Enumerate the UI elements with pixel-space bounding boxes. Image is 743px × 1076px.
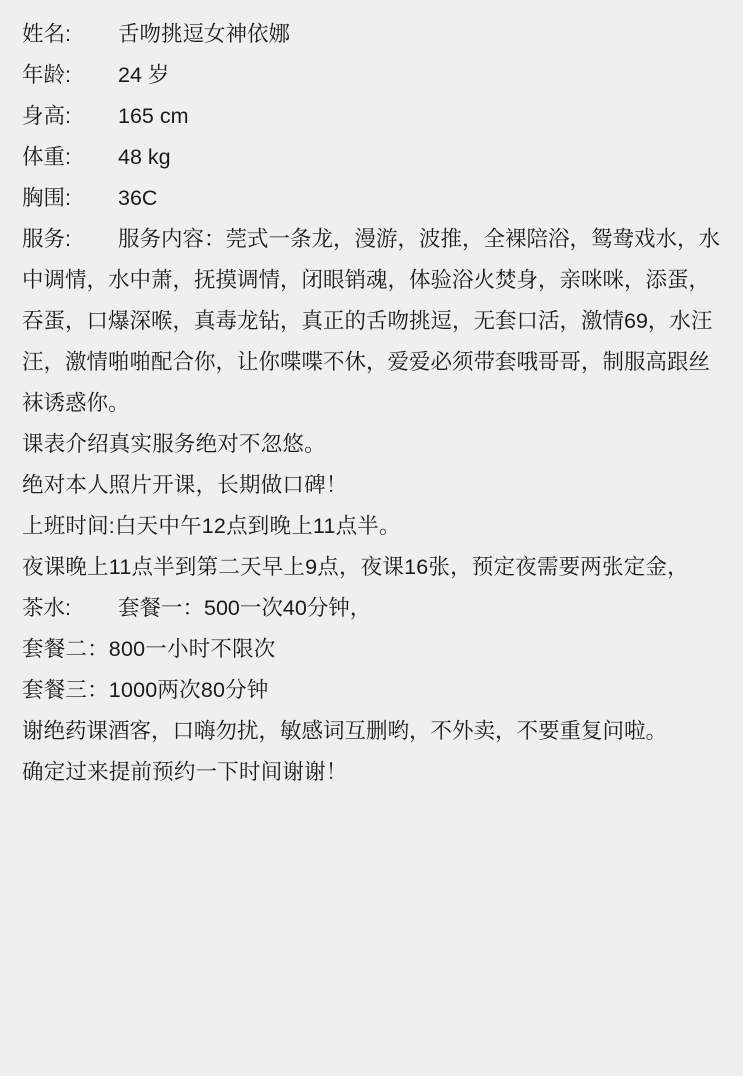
profile-footer-2: 确定过来提前预约一下时间谢谢！ <box>22 760 348 784</box>
field-label-age: 年龄: <box>22 63 71 87</box>
field-value-age: 24 岁 <box>118 63 170 87</box>
field-label-weight: 体重: <box>22 145 71 169</box>
field-value-height: 165 cm <box>118 104 189 128</box>
profile-tea-block <box>22 588 721 629</box>
profile-field-weight <box>22 137 721 178</box>
field-label-tea: 茶水: <box>22 596 71 620</box>
profile-content <box>22 14 721 793</box>
profile-field-age <box>22 55 721 96</box>
field-label-bust: 胸围: <box>22 186 71 210</box>
profile-note-2: 绝对本人照片开课，长期做口碑！ <box>22 473 348 497</box>
profile-note-4: 夜课晚上11点半到第二天早上9点，夜课16张，预定夜需要两张定金， <box>22 555 689 579</box>
field-label-height: 身高: <box>22 104 71 128</box>
field-value-name: 舌吻挑逗女神依娜 <box>118 22 291 46</box>
profile-service-block <box>22 219 721 424</box>
profile-field-name <box>22 14 721 55</box>
profile-footer-1: 谢绝药课酒客，口嗨勿扰，敏感词互删哟，不外卖，不要重复问啦。 <box>22 719 668 743</box>
profile-field-bust <box>22 178 721 219</box>
field-label-service: 服务: <box>22 227 71 251</box>
field-label-name: 姓名: <box>22 22 71 46</box>
field-value-bust: 36C <box>118 186 158 210</box>
field-value-weight: 48 kg <box>118 145 171 169</box>
profile-field-height <box>22 96 721 137</box>
field-value-service: 服务内容：莞式一条龙，漫游，波推，全裸陪浴，鸳鸯戏水，水中调情，水中萧，抚摸调情，闭眼销魂，体验浴火焚身，亲咪咪，添蛋，吞蛋，口爆深喉，真毒龙钻，真正的舌吻挑逗，无套口活，激情69，水汪汪，激情啪啪配合你，让你喋喋不休，爱爱必须带套哦哥哥，制服高跟丝袜诱惑你。 <box>22 227 721 415</box>
profile-package-2: 套餐二：800一小时不限次 <box>22 637 276 661</box>
profile-note-3: 上班时间:白天中午12点到晚上11点半。 <box>22 514 401 538</box>
profile-package-3: 套餐三：1000两次80分钟 <box>22 678 269 702</box>
profile-note-1: 课表介绍真实服务绝对不忽悠。 <box>22 432 326 456</box>
field-value-tea: 套餐一：500一次40分钟， <box>118 596 372 620</box>
